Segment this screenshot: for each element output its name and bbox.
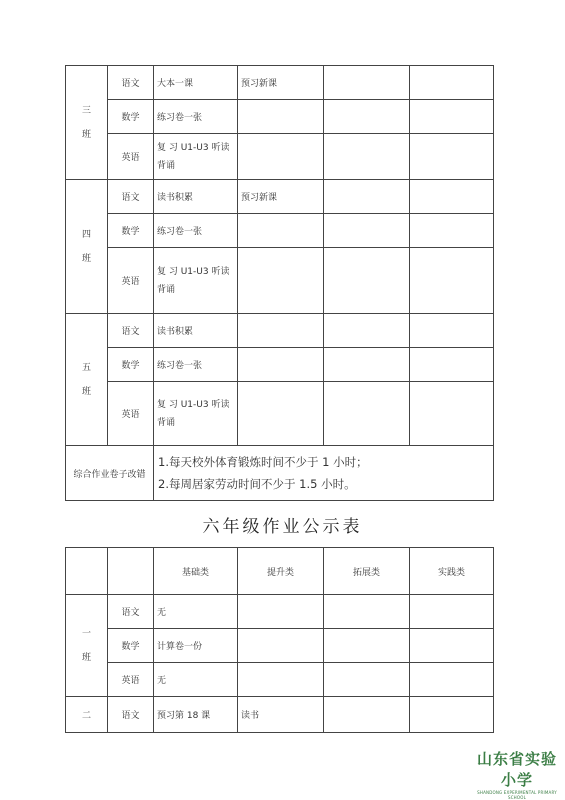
basic-cell: 练习卷一张 bbox=[154, 348, 238, 382]
basic-cell: 练习卷一张 bbox=[154, 100, 238, 134]
practice-cell bbox=[410, 663, 494, 697]
practice-cell bbox=[410, 134, 494, 180]
header-basic: 基础类 bbox=[154, 548, 238, 595]
practice-cell bbox=[410, 100, 494, 134]
basic-cell: 复 习 U1-U3 听读背诵 bbox=[154, 382, 238, 446]
note-line: 1.每天校外体育锻炼时间不少于 1 小时； bbox=[158, 455, 368, 469]
improve-cell: 读书 bbox=[238, 697, 324, 733]
practice-cell bbox=[410, 314, 494, 348]
header-empty bbox=[108, 548, 154, 595]
school-logo bbox=[472, 748, 562, 800]
extend-cell bbox=[324, 100, 410, 134]
section-title: 六年级作业公示表 bbox=[202, 517, 363, 537]
practice-cell bbox=[410, 595, 494, 629]
subject-cell: 英语 bbox=[108, 248, 154, 314]
notes-cell bbox=[154, 446, 494, 501]
extend-cell bbox=[324, 595, 410, 629]
extend-cell bbox=[324, 629, 410, 663]
extend-cell bbox=[324, 348, 410, 382]
extend-cell bbox=[324, 314, 410, 348]
note-line: 2.每周居家劳动时间不少于 1.5 小时。 bbox=[158, 477, 356, 491]
homework-table-grade5 bbox=[65, 65, 494, 501]
basic-cell: 无 bbox=[154, 663, 238, 697]
logo-chinese: 山东省实验小学 bbox=[476, 750, 557, 789]
class-label: 五 班 bbox=[66, 314, 108, 446]
header-practice: 实践类 bbox=[410, 548, 494, 595]
improve-cell: 预习新课 bbox=[238, 66, 324, 100]
extend-cell bbox=[324, 134, 410, 180]
class-label: 四 班 bbox=[66, 180, 108, 314]
improve-cell bbox=[238, 629, 324, 663]
basic-cell: 读书积累 bbox=[154, 314, 238, 348]
class-label: 二 bbox=[66, 697, 108, 733]
subject-cell: 数学 bbox=[108, 214, 154, 248]
practice-cell bbox=[410, 629, 494, 663]
extend-cell bbox=[324, 66, 410, 100]
practice-cell bbox=[410, 214, 494, 248]
extend-cell bbox=[324, 214, 410, 248]
summary-label: 综合作业卷子改错 bbox=[66, 446, 154, 501]
basic-cell: 计算卷一份 bbox=[154, 629, 238, 663]
header-extend: 拓展类 bbox=[324, 548, 410, 595]
practice-cell bbox=[410, 248, 494, 314]
subject-cell: 英语 bbox=[108, 134, 154, 180]
improve-cell bbox=[238, 663, 324, 697]
basic-cell: 练习卷一张 bbox=[154, 214, 238, 248]
extend-cell bbox=[324, 248, 410, 314]
basic-cell: 复 习 U1-U3 听读背诵 bbox=[154, 134, 238, 180]
logo-english: SHANDONG EXPERIMENTAL PRIMARY SCHOOL bbox=[477, 790, 557, 800]
subject-cell: 数学 bbox=[108, 348, 154, 382]
homework-table-grade6 bbox=[65, 547, 494, 733]
basic-cell: 大本一课 bbox=[154, 66, 238, 100]
header-improve: 提升类 bbox=[238, 548, 324, 595]
improve-cell bbox=[238, 214, 324, 248]
extend-cell bbox=[324, 382, 410, 446]
practice-cell bbox=[410, 382, 494, 446]
subject-cell: 英语 bbox=[108, 663, 154, 697]
improve-cell bbox=[238, 348, 324, 382]
basic-cell: 读书积累 bbox=[154, 180, 238, 214]
basic-cell: 无 bbox=[154, 595, 238, 629]
extend-cell bbox=[324, 697, 410, 733]
header-empty bbox=[66, 548, 108, 595]
basic-cell: 复 习 U1-U3 听读背诵 bbox=[154, 248, 238, 314]
improve-cell bbox=[238, 382, 324, 446]
practice-cell bbox=[410, 180, 494, 214]
subject-cell: 语文 bbox=[108, 66, 154, 100]
practice-cell bbox=[410, 66, 494, 100]
subject-cell: 数学 bbox=[108, 100, 154, 134]
improve-cell bbox=[238, 248, 324, 314]
improve-cell: 预习新课 bbox=[238, 180, 324, 214]
practice-cell bbox=[410, 348, 494, 382]
subject-cell: 语文 bbox=[108, 697, 154, 733]
improve-cell bbox=[238, 100, 324, 134]
extend-cell bbox=[324, 180, 410, 214]
subject-cell: 语文 bbox=[108, 314, 154, 348]
subject-cell: 语文 bbox=[108, 595, 154, 629]
practice-cell bbox=[410, 697, 494, 733]
basic-cell: 预习第 18 课 bbox=[154, 697, 238, 733]
class-label: 三 班 bbox=[66, 66, 108, 180]
subject-cell: 数学 bbox=[108, 629, 154, 663]
improve-cell bbox=[238, 595, 324, 629]
improve-cell bbox=[238, 314, 324, 348]
subject-cell: 语文 bbox=[108, 180, 154, 214]
extend-cell bbox=[324, 663, 410, 697]
subject-cell: 英语 bbox=[108, 382, 154, 446]
improve-cell bbox=[238, 134, 324, 180]
class-label: 一 班 bbox=[66, 595, 108, 697]
